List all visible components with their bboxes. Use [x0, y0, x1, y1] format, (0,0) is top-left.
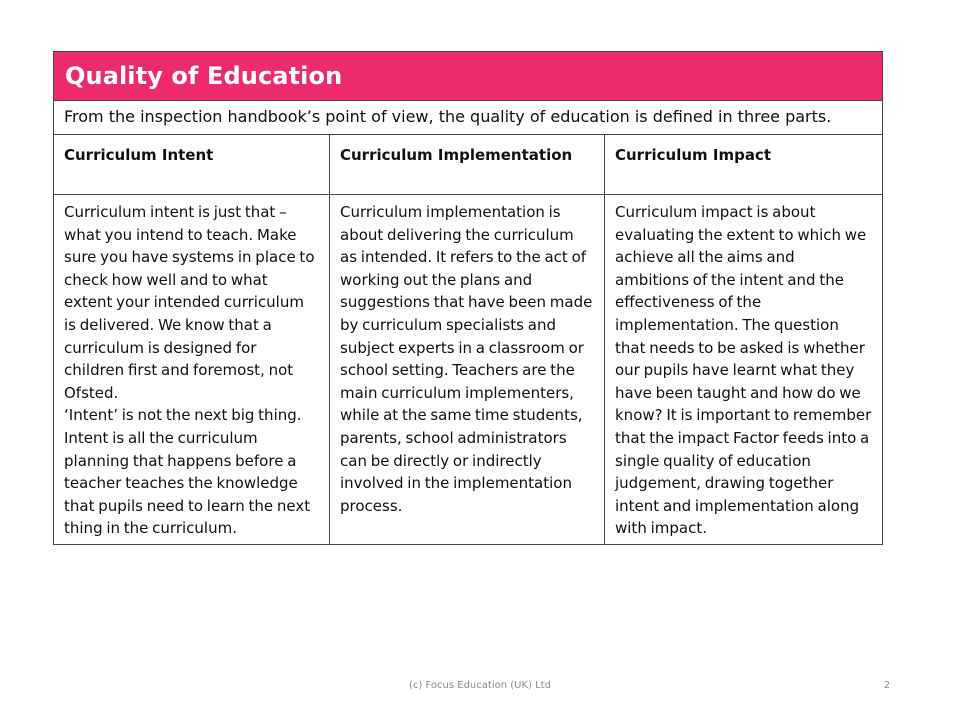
page-number: 2 [883, 680, 890, 691]
page-title: Quality of Education [65, 62, 343, 90]
impact-description [605, 195, 883, 545]
column-heading-implementation: Curriculum Implementation [330, 135, 605, 195]
title-cell [54, 52, 883, 101]
impact-paragraph: Curriculum impact is about evaluating the extent to which we achieve all the aims and ambitions of the intent and the effectiveness of the implementation. The question that needs to be asked is whether our pupils have learnt what they have been taught and how do we know? It is important to remember that the impact Factor feeds into a single quality of education judgement, drawing together intent and implementation along with impact. [615, 203, 872, 538]
intro-text: From the inspection handbook’s point of view, the quality of education is defined in three parts. [54, 101, 883, 135]
intro-row [54, 101, 883, 135]
intent-description [54, 195, 330, 545]
header-row [54, 135, 883, 195]
title-row [54, 52, 883, 101]
column-heading-impact: Curriculum Impact [605, 135, 883, 195]
intent-paragraph-2: ‘Intent’ is not the next big thing. Intent is all the curriculum planning that happens before a teacher teaches the knowledge that pupils need to learn the next thing in the curriculum. [64, 406, 311, 538]
quality-of-education-table [53, 51, 883, 545]
intent-paragraph-1: Curriculum intent is just that – what you intend to teach. Make sure you have systems in place to check how well and to what extent your intended curriculum is delivered. We know that a curriculum is designed for children first and foremost, not Ofsted. [64, 203, 315, 402]
implementation-description [330, 195, 605, 545]
body-row [54, 195, 883, 545]
column-heading-intent: Curriculum Intent [54, 135, 330, 195]
implementation-paragraph: Curriculum implementation is about delivering the curriculum as intended. It refers to the act of working out the plans and suggestions that have been made by curriculum specialists and subject experts in a classroom or school setting. Teachers are the main curriculum implementers, while at the same time students, parents, school administrators can be directly or indirectly involved in the implementation process. [340, 203, 593, 515]
footer-credit: (c) Focus Education (UK) Ltd [409, 680, 551, 691]
